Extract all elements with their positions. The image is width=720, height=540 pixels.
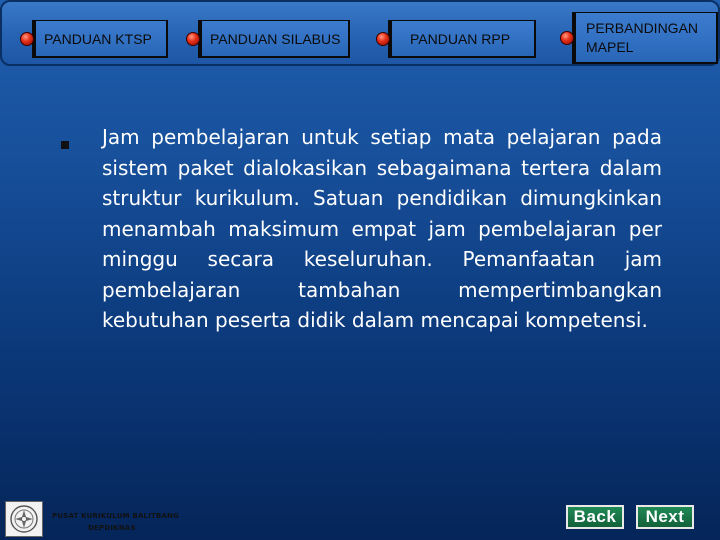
nav-button-label: PANDUAN KTSP bbox=[36, 21, 166, 56]
top-navigation-bar bbox=[0, 0, 720, 66]
back-button[interactable]: Back bbox=[566, 505, 624, 529]
nav-button-label: PANDUAN RPP bbox=[392, 21, 534, 56]
red-bullet-icon bbox=[20, 32, 34, 46]
nav-button-panduan-silabus[interactable] bbox=[198, 20, 350, 58]
nav-button-perbandingan-mapel[interactable] bbox=[572, 12, 718, 64]
next-button[interactable]: Next bbox=[636, 505, 694, 529]
red-bullet-icon bbox=[376, 32, 390, 46]
nav-button-label: PERBANDINGAN MAPEL bbox=[576, 13, 716, 62]
nav-button-panduan-ktsp[interactable] bbox=[32, 20, 168, 58]
red-bullet-icon bbox=[560, 31, 574, 45]
depdiknas-logo bbox=[5, 501, 43, 537]
nav-button-panduan-rpp[interactable] bbox=[388, 20, 536, 58]
main-paragraph: Jam pembelajaran untuk setiap mata pelajaran pada sistem paket dialokasikan sebagaimana tertera dalam struktur kurikulum. Satuan pendidikan dimungkinkan menambah maksimum empat jam pembelajaran per minggu secara keseluruhan. Pemanfaatan jam pembelajaran tambahan mempertimbangkan kebutuhan peserta didik dalam mencapai kompetensi. bbox=[102, 125, 662, 332]
footer-org-line2: DEPDIKNAS bbox=[88, 524, 136, 532]
red-bullet-icon bbox=[186, 32, 200, 46]
footer-org-line1: PUSAT KURIKULUM BALITBANG bbox=[52, 512, 180, 520]
emblem-icon bbox=[7, 503, 41, 535]
footer-organization bbox=[52, 510, 179, 534]
nav-button-label: PANDUAN SILABUS bbox=[202, 21, 348, 56]
square-bullet-icon bbox=[61, 141, 69, 149]
